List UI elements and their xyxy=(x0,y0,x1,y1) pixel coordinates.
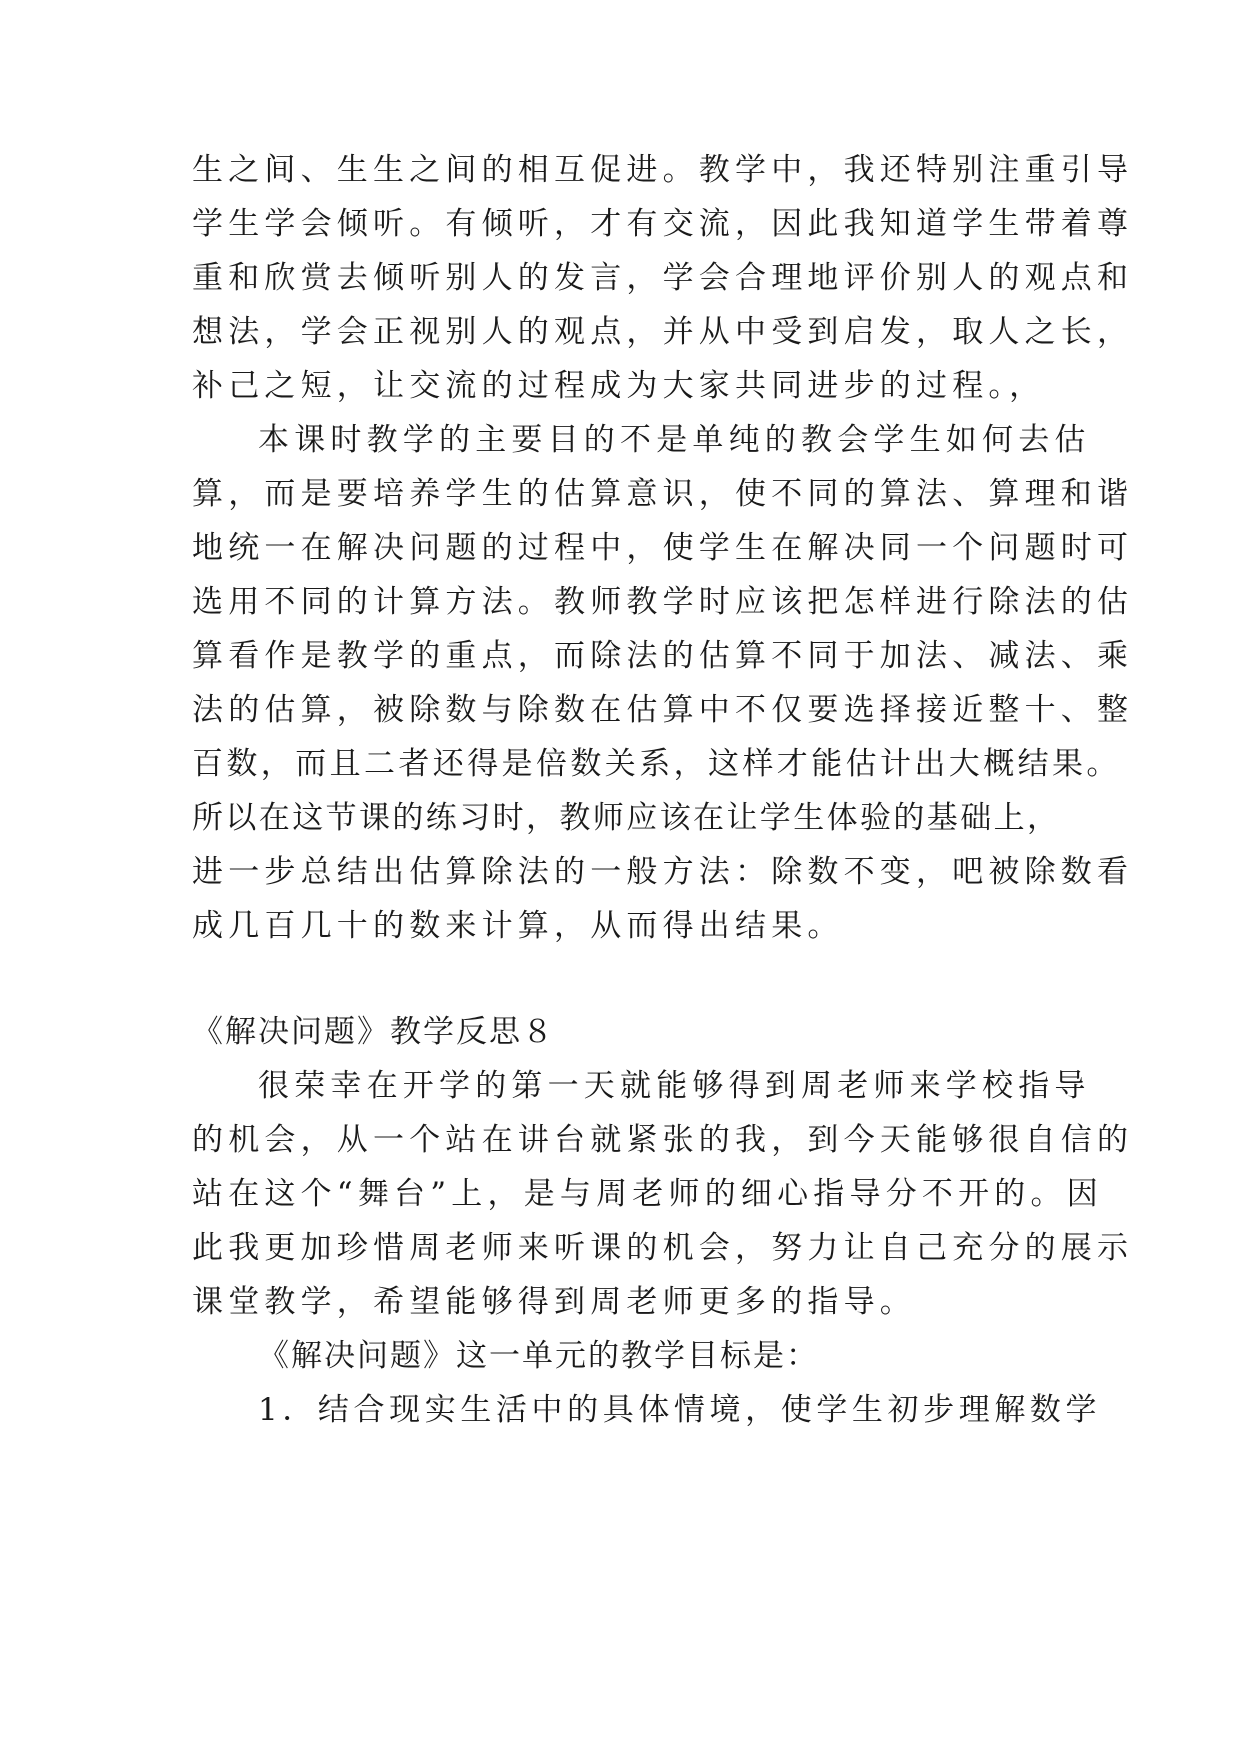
text-line: 算看作是教学的重点，而除法的估算不同于加法、减法、乘 xyxy=(192,638,1134,674)
text-line: 成几百几十的数来计算，从而得出结果。 xyxy=(192,908,844,944)
text-line: 站在这个“舞台”上，是与周老师的细心指导分不开的。因 xyxy=(192,1176,1103,1212)
text-line: 补己之短，让交流的过程成为大家共同进步的过程。， xyxy=(192,368,1046,404)
text-line: 重和欣赏去倾听别人的发言，学会合理地评价别人的观点和 xyxy=(192,260,1134,296)
text-line: 选用不同的计算方法。教师教学时应该把怎样进行除法的估 xyxy=(192,584,1134,620)
text-line: 所以在这节课的练习时，教师应该在让学生体验的基础上， xyxy=(192,800,1061,836)
text-line: 想法，学会正视别人的观点，并从中受到启发，取人之长， xyxy=(192,314,1134,350)
text-line: 本课时教学的主要目的不是单纯的教会学生如何去估 xyxy=(258,422,1091,458)
text-line: 地统一在解决问题的过程中，使学生在解决同一个问题时可 xyxy=(192,530,1134,566)
section-title: 《解决问题》教学反思８ xyxy=(192,1014,555,1050)
text-line: 法的估算，被除数与除数在估算中不仅要选择接近整十、整 xyxy=(192,692,1134,728)
text-line: 算，而是要培养学生的估算意识，使不同的算法、算理和谐 xyxy=(192,476,1134,512)
text-line: 课堂教学，希望能够得到周老师更多的指导。 xyxy=(192,1284,916,1320)
text-line: 生之间、生生之间的相互促进。教学中，我还特别注重引导 xyxy=(192,152,1134,188)
text-line: 《解决问题》这一单元的教学目标是： xyxy=(258,1338,819,1374)
text-line: 百数，而且二者还得是倍数关系，这样才能估计出大概结果。 xyxy=(192,746,1121,782)
text-line: 此我更加珍惜周老师来听课的机会，努力让自己充分的展示 xyxy=(192,1230,1134,1266)
text-line: 很荣幸在开学的第一天就能够得到周老师来学校指导 xyxy=(258,1068,1091,1104)
text-line: 学生学会倾听。有倾听，才有交流，因此我知道学生带着尊 xyxy=(192,206,1134,242)
list-item: 1．结合现实生活中的具体情境，使学生初步理解数学 xyxy=(258,1392,1102,1428)
text-line: 进一步总结出估算除法的一般方法：除数不变，吧被除数看 xyxy=(192,854,1134,890)
text-line: 的机会，从一个站在讲台就紧张的我，到今天能够很自信的 xyxy=(192,1122,1134,1158)
